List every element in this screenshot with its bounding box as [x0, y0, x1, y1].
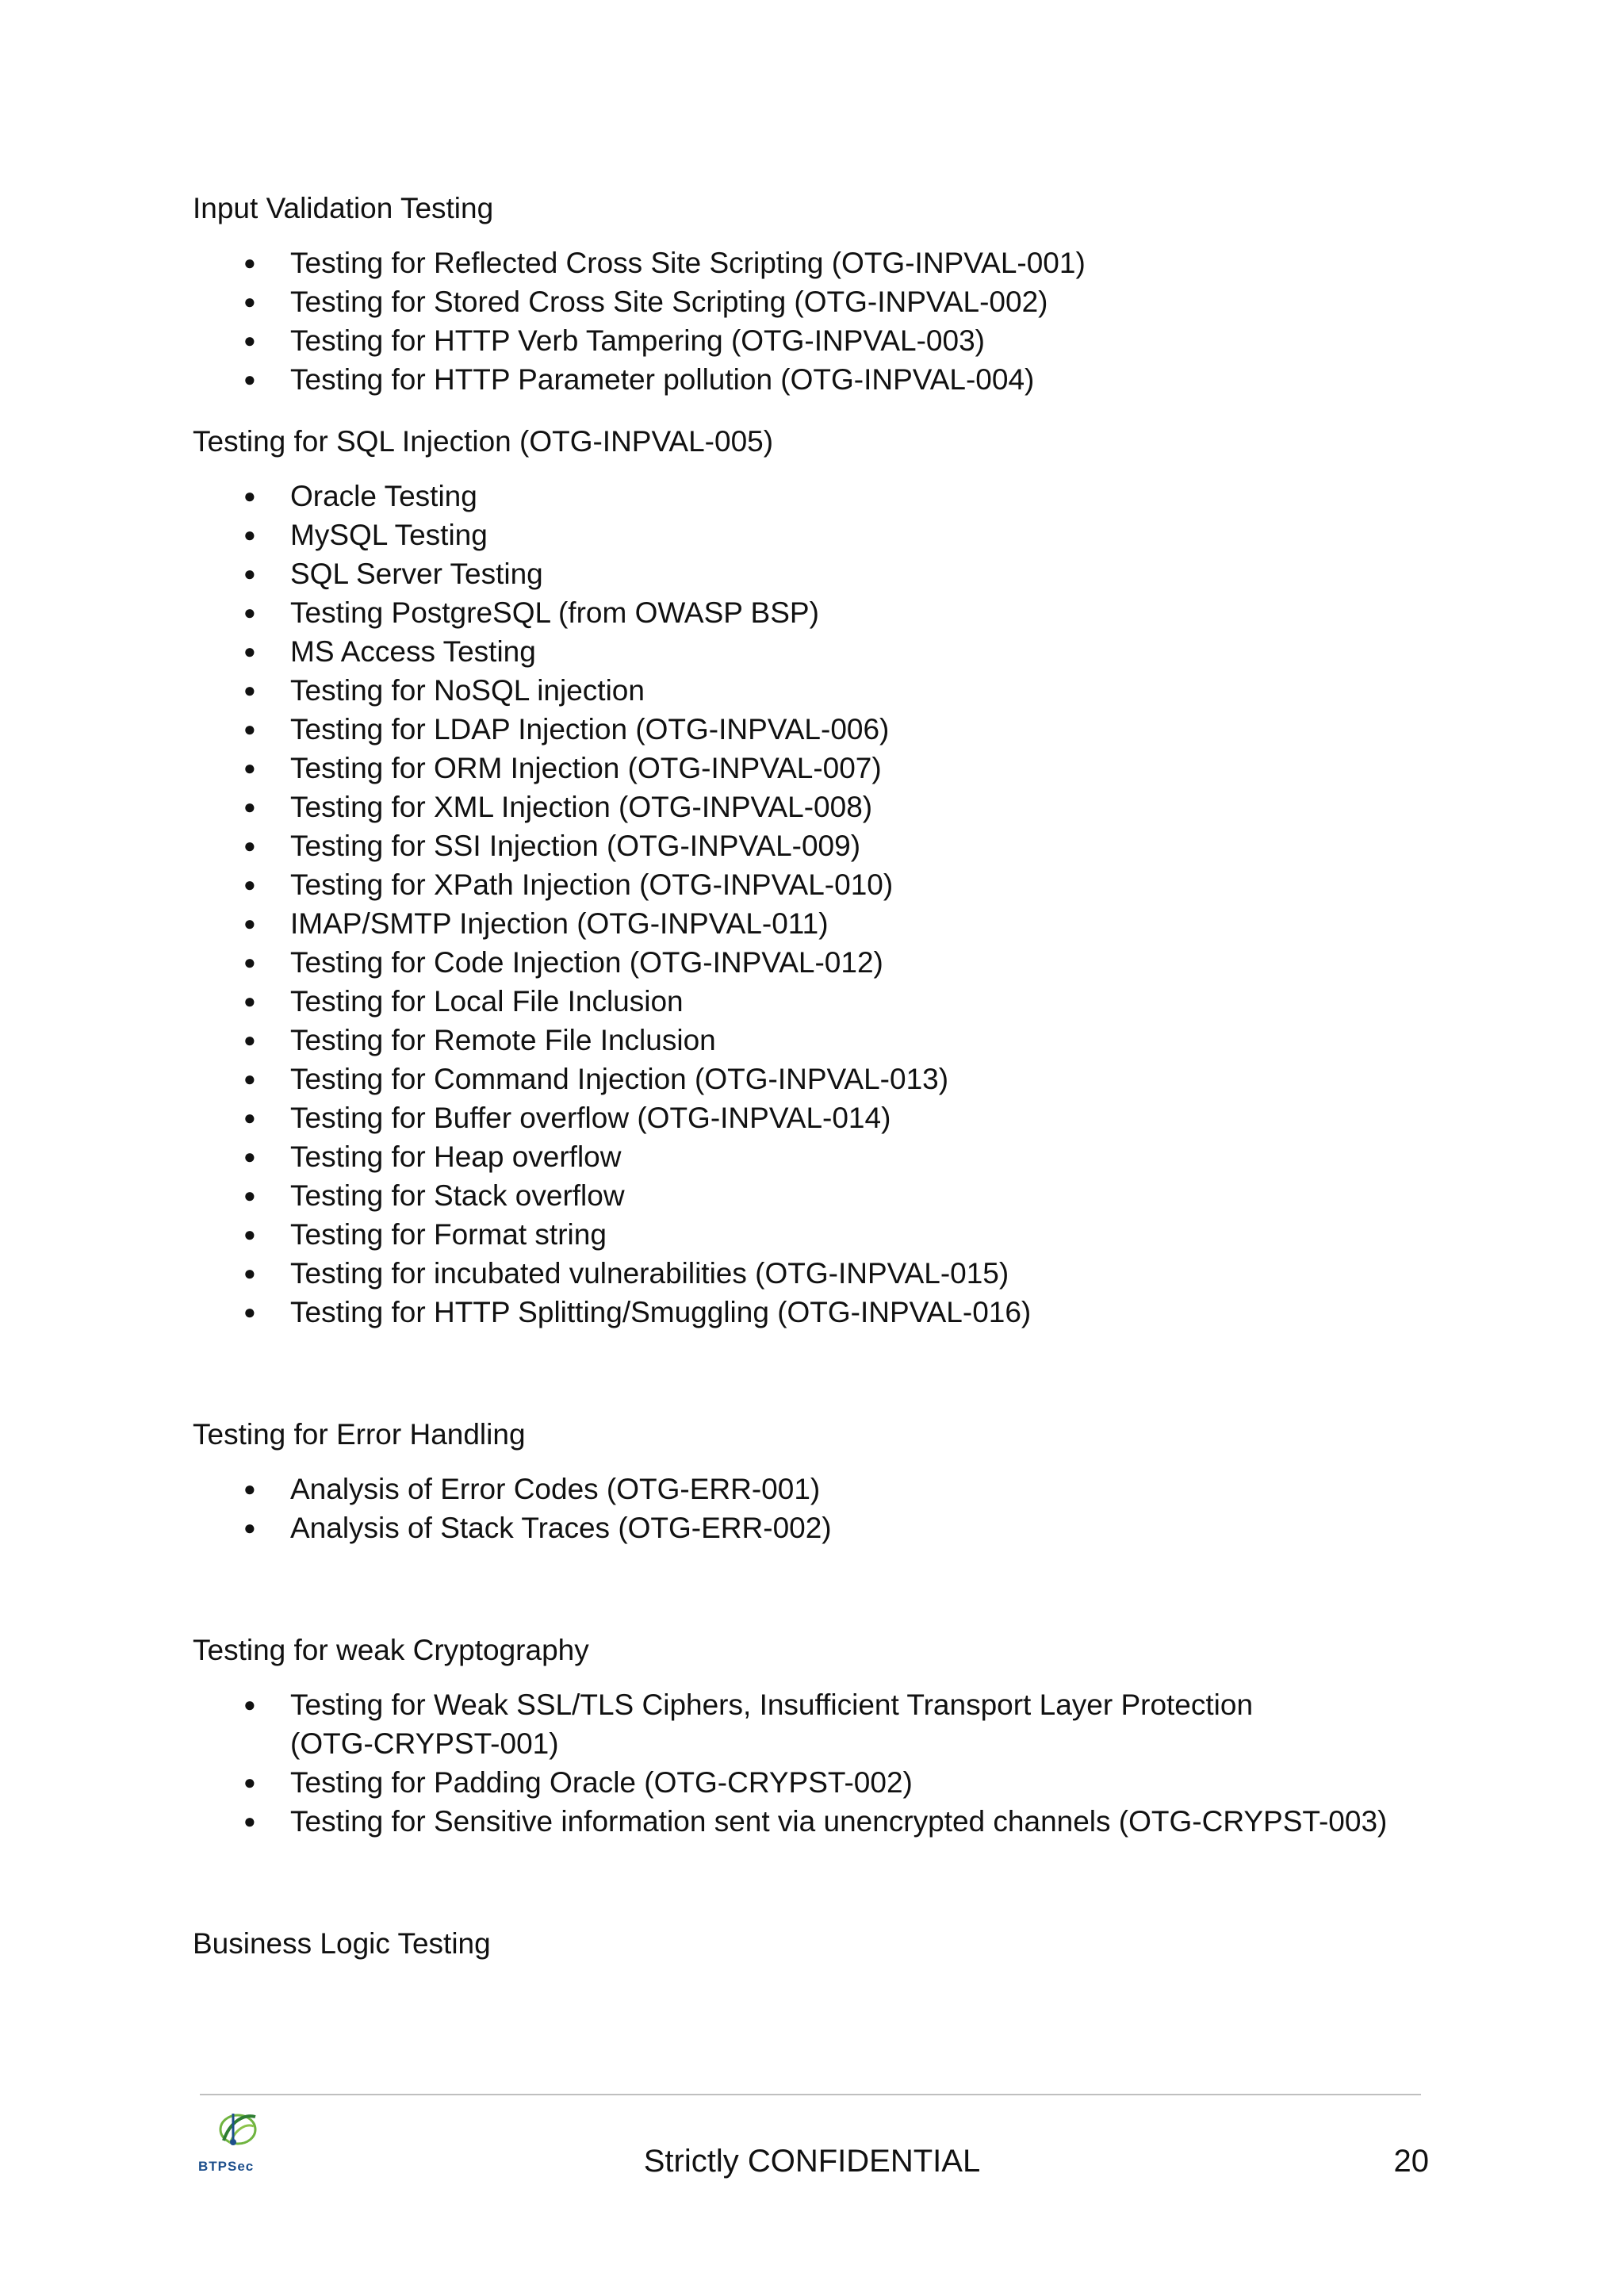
bullet-icon: ●	[243, 1300, 256, 1324]
bullet-icon: ●	[243, 639, 256, 663]
bullet-icon: ●	[243, 251, 256, 274]
bullet-icon: ●	[243, 1770, 256, 1794]
bullet-icon: ●	[243, 600, 256, 624]
page-number: 20	[1393, 2144, 1429, 2179]
bullet-icon: ●	[243, 1809, 256, 1833]
list-item: ● Testing for XPath Injection (OTG-INPVAL-010)	[193, 865, 1461, 904]
error-handling-list	[193, 1470, 1461, 1547]
section-heading-business-logic: Business Logic Testing	[193, 1927, 491, 1960]
list-item: ● Testing for Padding Oracle (OTG-CRYPST-002)	[193, 1763, 1461, 1802]
weak-cryptography-list	[193, 1685, 1461, 1841]
bullet-icon: ●	[243, 484, 256, 508]
bullet-icon: ●	[243, 1144, 256, 1168]
page-content	[193, 189, 1461, 1963]
bullet-icon: ●	[243, 1067, 256, 1091]
list-item: ● Testing for Local File Inclusion	[193, 982, 1461, 1021]
list-item: ● Testing for NoSQL injection	[193, 671, 1461, 710]
list-item: ● Testing for Buffer overflow (OTG-INPVAL-014)	[193, 1098, 1461, 1137]
list-item: ● MySQL Testing	[193, 516, 1461, 554]
list-item: ● Testing for Remote File Inclusion	[193, 1021, 1461, 1060]
section-heading-weak-cryptography: Testing for weak Cryptography	[193, 1634, 589, 1666]
section-heading-input-validation: Input Validation Testing	[193, 192, 494, 224]
bullet-icon: ●	[243, 872, 256, 896]
list-item: ● Testing for Sensitive information sent via unencrypted channels (OTG-CRYPST-003)	[193, 1802, 1461, 1841]
bullet-icon: ●	[243, 950, 256, 974]
list-item: ● Testing for Heap overflow	[193, 1137, 1461, 1176]
list-item: ● Testing for Stack overflow	[193, 1176, 1461, 1215]
bullet-icon: ●	[243, 1028, 256, 1052]
bullet-icon: ●	[243, 795, 256, 818]
list-item: ● Analysis of Stack Traces (OTG-ERR-002)	[193, 1508, 1461, 1547]
list-item: ● Analysis of Error Codes (OTG-ERR-001)	[193, 1470, 1461, 1508]
list-item: ● SQL Server Testing	[193, 554, 1461, 593]
bullet-icon: ●	[243, 1692, 256, 1716]
list-item: ● Testing for Format string	[193, 1215, 1461, 1254]
bullet-icon: ●	[243, 1477, 256, 1501]
list-item: ● Testing for Stored Cross Site Scripting (OTG-INPVAL-002)	[193, 282, 1461, 321]
bullet-icon: ●	[243, 911, 256, 935]
bullet-icon: ●	[243, 1222, 256, 1246]
list-item: ● Testing for LDAP Injection (OTG-INPVAL-006)	[193, 710, 1461, 749]
list-item: ● Testing for HTTP Splitting/Smuggling (OTG-INPVAL-016)	[193, 1293, 1461, 1332]
bullet-icon: ●	[243, 1516, 256, 1539]
bullet-icon: ●	[243, 678, 256, 702]
bullet-icon: ●	[243, 562, 256, 585]
bullet-icon: ●	[243, 1183, 256, 1207]
bullet-icon: ●	[243, 717, 256, 741]
bullet-icon: ●	[243, 756, 256, 780]
list-item: ● Testing for Reflected Cross Site Scripting (OTG-INPVAL-001)	[193, 243, 1461, 282]
list-item-continuation: (OTG-CRYPST-001)	[290, 1727, 559, 1760]
list-item: ● Testing for XML Injection (OTG-INPVAL-008)	[193, 788, 1461, 826]
sql-injection-list	[193, 477, 1461, 1332]
list-item: ● Testing for HTTP Parameter pollution (OTG-INPVAL-004)	[193, 360, 1461, 399]
section-heading-error-handling: Testing for Error Handling	[193, 1418, 526, 1451]
list-item: ● Testing for Code Injection (OTG-INPVAL-012)	[193, 943, 1461, 982]
bullet-icon: ●	[243, 834, 256, 857]
bullet-icon: ●	[243, 1106, 256, 1129]
bullet-icon: ●	[243, 989, 256, 1013]
footer-confidential-label: Strictly CONFIDENTIAL	[643, 2144, 981, 2179]
footer-divider	[200, 2094, 1421, 2095]
bullet-icon: ●	[243, 367, 256, 391]
bullet-icon: ●	[243, 1261, 256, 1285]
list-item: ● Oracle Testing	[193, 477, 1461, 516]
list-item: ● MS Access Testing	[193, 632, 1461, 671]
list-item: ● Testing for ORM Injection (OTG-INPVAL-007)	[193, 749, 1461, 788]
bullet-icon: ●	[243, 328, 256, 352]
bullet-icon: ●	[243, 523, 256, 546]
list-item: ● Testing PostgreSQL (from OWASP BSP)	[193, 593, 1461, 632]
logo-text: BTPSec	[198, 2159, 255, 2174]
list-item: ● Testing for Command Injection (OTG-INPVAL-013)	[193, 1060, 1461, 1098]
section-heading-sql-injection: Testing for SQL Injection (OTG-INPVAL-005)	[193, 425, 774, 458]
list-item: ● Testing for incubated vulnerabilities (OTG-INPVAL-015)	[193, 1254, 1461, 1293]
list-item: ● IMAP/SMTP Injection (OTG-INPVAL-011)	[193, 904, 1461, 943]
bullet-icon: ●	[243, 289, 256, 313]
list-item: ● Testing for SSI Injection (OTG-INPVAL-009)	[193, 826, 1461, 865]
input-validation-list	[193, 243, 1461, 399]
list-item: ● Testing for Weak SSL/TLS Ciphers, Insufficient Transport Layer Protection	[193, 1685, 1461, 1724]
list-item: ● Testing for HTTP Verb Tampering (OTG-INPVAL-003)	[193, 321, 1461, 360]
